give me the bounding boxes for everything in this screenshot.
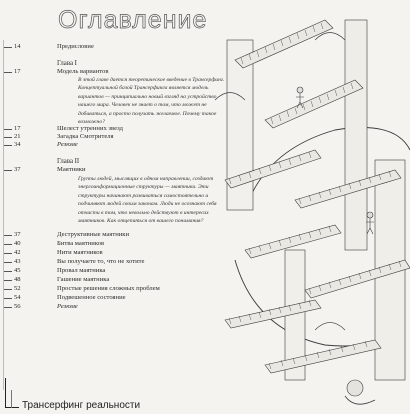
leader-dash bbox=[4, 145, 12, 146]
chapter-1-title: Модель вариантов bbox=[57, 68, 109, 75]
entry-label: Резюме bbox=[57, 141, 78, 148]
page-title: Оглавление bbox=[58, 6, 208, 34]
leader-dash bbox=[4, 298, 12, 299]
entry-label: Нити маятников bbox=[57, 249, 103, 256]
page-number: 42 bbox=[14, 249, 21, 256]
page-number: 14 bbox=[14, 43, 21, 50]
page-number: 43 bbox=[14, 258, 21, 265]
leader-dash bbox=[4, 271, 12, 272]
leader-dash bbox=[4, 170, 12, 171]
page-number: 48 bbox=[14, 276, 21, 283]
chapter-1-description: В этой главе дается теоретическое введение в Трансерфинг. Концептуальной базой Трансерфинга является модель вариантов — принципиально новый взгляд на устройство нашего мира. Человек не знает о том, что может не добиваться, а просто получать желаемое. Почему такое возможно? bbox=[78, 77, 225, 126]
entry-label: Провал маятника bbox=[57, 267, 106, 274]
page-number: 21 bbox=[14, 133, 21, 140]
leader-dash bbox=[4, 235, 12, 236]
page-number: 54 bbox=[14, 294, 21, 301]
chapter-2-title: Маятники bbox=[57, 166, 86, 173]
leader-dash bbox=[4, 307, 12, 308]
entry-label: Подвешенное состояние bbox=[57, 294, 126, 301]
entry-label: Предисловие bbox=[57, 43, 94, 50]
staircase-illustration bbox=[205, 0, 410, 414]
leader-dash bbox=[4, 129, 12, 130]
page-number: 52 bbox=[14, 285, 21, 292]
entry-label: Загадка Смотрителя bbox=[57, 133, 114, 140]
page-number: 40 bbox=[14, 240, 21, 247]
page-number: 37 bbox=[14, 166, 21, 173]
leader-dash bbox=[4, 137, 12, 138]
leader-dash bbox=[4, 262, 12, 263]
page-number: 17 bbox=[14, 68, 21, 75]
leader-dash bbox=[4, 280, 12, 281]
page-number: 45 bbox=[14, 267, 21, 274]
page-number: 34 bbox=[14, 141, 21, 148]
leader-dash bbox=[4, 72, 12, 73]
entry-label: Простые решения сложных проблем bbox=[57, 285, 160, 292]
leader-dash bbox=[4, 47, 12, 48]
entry-label: Шелест утренних звезд bbox=[57, 125, 123, 132]
leader-dash bbox=[4, 289, 12, 290]
leader-dash bbox=[4, 253, 12, 254]
chapter-2-description: Группы людей, мыслящих в одном направлении, создают энергоинформационные структуры — маятники. Эти структуры начинают развиваться самостоятельно и подчиняют людей своим законам. Люди не осознают себя отчасти в том, что невольно действуют в интересах маятников. Как отцепиться от вашего понимания? bbox=[78, 176, 217, 225]
corner-mark-inner bbox=[11, 390, 12, 408]
page-number: 37 bbox=[14, 231, 21, 238]
left-margin-line bbox=[3, 40, 4, 390]
chapter-1-number: Глава I bbox=[57, 60, 77, 67]
entry-label: Резюме bbox=[57, 303, 78, 310]
entry-label: Деструктивные маятники bbox=[57, 231, 129, 238]
chapter-2-number: Глава II bbox=[57, 158, 80, 165]
corner-mark-horizontal bbox=[5, 407, 19, 408]
entry-label: Битва маятников bbox=[57, 240, 105, 247]
page-number: 56 bbox=[14, 303, 21, 310]
leader-dash bbox=[4, 244, 12, 245]
corner-mark bbox=[5, 378, 6, 408]
entry-label: Гашение маятника bbox=[57, 276, 110, 283]
running-footer: Трансерфинг реальности bbox=[22, 400, 141, 411]
entry-label: Вы получаете то, что не хотите bbox=[57, 258, 145, 265]
page-number: 17 bbox=[14, 125, 21, 132]
